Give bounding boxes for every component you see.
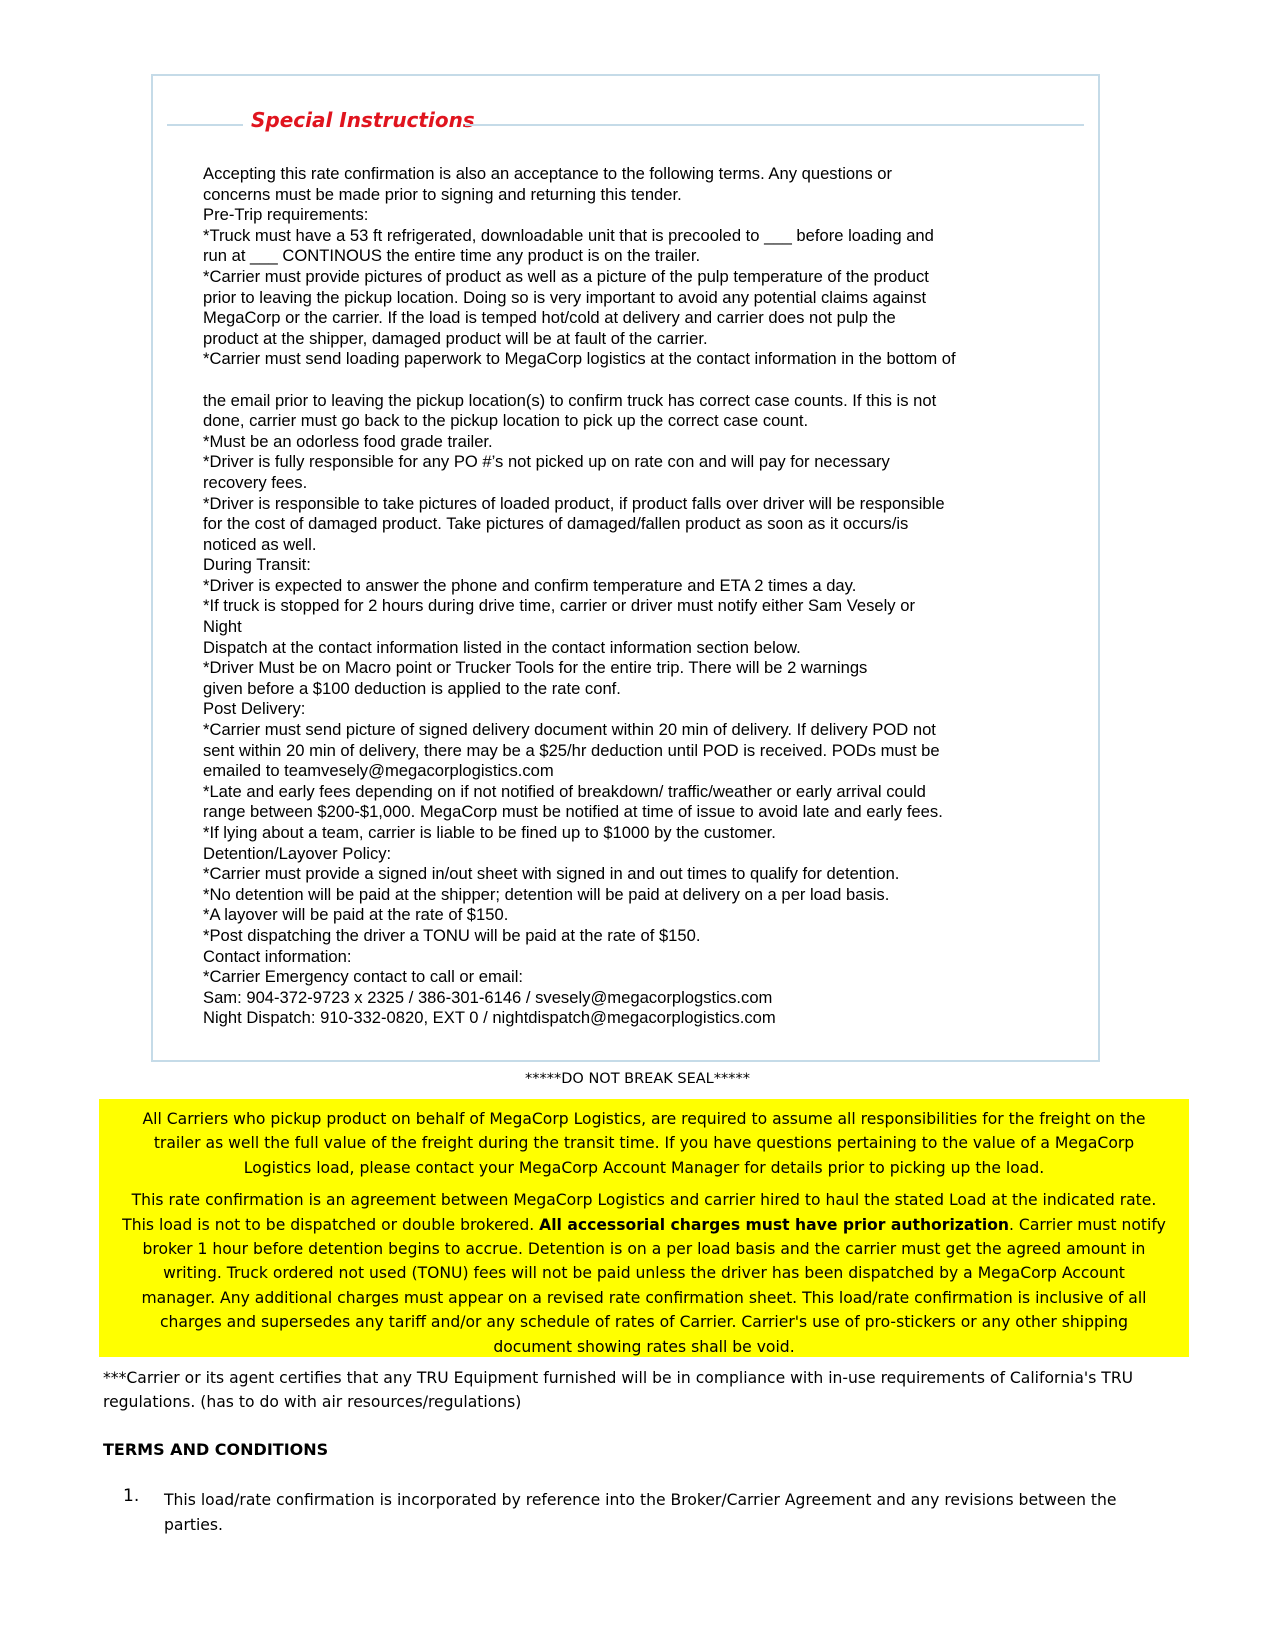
- instruction-line: *Driver is fully responsible for any PO #’s not picked up on rate con and will pay for necessary: [203, 452, 890, 472]
- instruction-line: *Carrier must provide pictures of product as well as a picture of the pulp temperature of the product: [203, 266, 929, 286]
- highlight-text: This load is not to be dispatched or double brokered.: [122, 1215, 540, 1234]
- panel-title: Special Instructions: [251, 108, 475, 132]
- instruction-line: emailed to teamvesely@megacorplogistics.com: [203, 761, 554, 781]
- highlight-line: charges and supersedes any tariff and/or any schedule of rates of Carrier. Carrier's use of pro-stickers or any other shipping: [159, 1313, 1129, 1332]
- instruction-line: *Late and early fees depending on if not notified of breakdown/ traffic/weather or early arrival could: [203, 781, 926, 801]
- special-instructions-panel: [151, 74, 1100, 1062]
- instruction-line: *Driver is responsible to take pictures of loaded product, if product falls over driver will be responsible: [203, 493, 945, 513]
- term-number: 1.: [123, 1486, 140, 1506]
- instruction-line: *If truck is stopped for 2 hours during drive time, carrier or driver must notify either Sam Vesely or: [203, 596, 915, 616]
- instruction-line: *Carrier Emergency contact to call or email:: [203, 967, 524, 987]
- instruction-line: the email prior to leaving the pickup location(s) to confirm truck has correct case counts. If this is not: [203, 390, 937, 410]
- instruction-line: sent within 20 min of delivery, there may be a $25/hr deduction until POD is received. PODs must be: [203, 740, 940, 760]
- header-rule-left: [167, 124, 243, 126]
- instruction-line: prior to leaving the pickup location. Doing so is very important to avoid any potential claims against: [203, 287, 927, 307]
- instruction-line: *No detention will be paid at the shipper; detention will be paid at delivery on a per load basis.: [203, 884, 890, 904]
- instruction-line: *Carrier must send loading paperwork to MegaCorp logistics at the contact information in the bottom of: [203, 349, 956, 369]
- highlight-paragraph-1: [99, 1107, 1189, 1180]
- instruction-line: [203, 370, 1083, 391]
- instruction-line: *If lying about a team, carrier is liable to be fined up to $1000 by the customer.: [203, 823, 776, 842]
- instruction-line: Night Dispatch: 910-332-0820, EXT 0 / nightdispatch@megacorplogistics.com: [203, 1008, 776, 1028]
- term-text: [164, 1488, 1174, 1538]
- highlight-box: [99, 1099, 1189, 1357]
- term-line: This load/rate confirmation is incorporated by reference into the Broker/Carrier Agreement and any revisions between the: [164, 1491, 1117, 1509]
- instruction-line: During Transit:: [203, 555, 311, 575]
- term-line: parties.: [164, 1516, 223, 1534]
- highlight-text: . Carrier must notify: [1009, 1215, 1166, 1234]
- highlight-line: writing. Truck ordered not used (TONU) fees will not be paid unless the driver has been dispatched by a MegaCorp Account: [163, 1264, 1125, 1283]
- instruction-line: *Carrier must send picture of signed delivery document within 20 min of delivery. If delivery POD not: [203, 720, 936, 740]
- instruction-line: *Post dispatching the driver a TONU will be paid at the rate of $150.: [203, 925, 701, 945]
- instruction-line: Accepting this rate confirmation is also an acceptance to the following terms. Any questions or: [203, 164, 893, 183]
- instruction-line: *Driver is expected to answer the phone and confirm temperature and ETA 2 times a day.: [203, 575, 857, 595]
- header-rule-right: [465, 124, 1084, 126]
- certification-line: ***Carrier or its agent certifies that any TRU Equipment furnished will be in compliance with in-use requirements of California's TRU: [103, 1369, 1134, 1387]
- highlight-line: All Carriers who pickup product on behalf of MegaCorp Logistics, are required to assume all responsibilities for the freight on the: [142, 1110, 1146, 1128]
- instruction-line: Pre-Trip requirements:: [203, 205, 369, 225]
- instruction-line: product at the shipper, damaged product will be at fault of the carrier.: [203, 328, 708, 348]
- instruction-line: *Must be an odorless food grade trailer.: [203, 431, 493, 451]
- instruction-line: Post Delivery:: [203, 699, 306, 719]
- highlight-line: broker 1 hour before detention begins to accrue. Detention is on a per load basis and the carrier must get the agreed amount in: [142, 1240, 1146, 1259]
- highlight-paragraph-2-rest: [99, 1237, 1189, 1359]
- seal-notice: *****DO NOT BREAK SEAL*****: [525, 1071, 750, 1087]
- instruction-line: recovery fees.: [203, 472, 308, 492]
- highlight-line: Logistics load, please contact your MegaCorp Account Manager for details prior to picking up the load.: [243, 1158, 1045, 1177]
- instruction-line: concerns must be made prior to signing and returning this tender.: [203, 184, 682, 204]
- accessorial-notice: All accessorial charges must have prior authorization: [539, 1215, 1010, 1234]
- terms-heading: TERMS AND CONDITIONS: [103, 1440, 329, 1459]
- instruction-line: *A layover will be paid at the rate of $150.: [203, 905, 509, 925]
- highlight-line: document showing rates shall be void.: [493, 1337, 795, 1356]
- highlight-line: manager. Any additional charges must appear on a revised rate confirmation sheet. This load/rate confirmation is inclusive of all: [141, 1288, 1147, 1307]
- tru-certification: [103, 1366, 1223, 1414]
- highlight-paragraph-2: [99, 1188, 1189, 1359]
- instruction-line: done, carrier must go back to the pickup location to pick up the correct case count.: [203, 411, 809, 431]
- instruction-line: Dispatch at the contact information listed in the contact information section below.: [203, 637, 801, 657]
- instruction-line: noticed as well.: [203, 534, 317, 554]
- highlight-line: [99, 1213, 1189, 1237]
- highlight-line: trailer as well the full value of the freight during the transit time. If you have questions pertaining to the value of a MegaCorp: [153, 1134, 1135, 1153]
- instruction-line: *Carrier must provide a signed in/out sheet with signed in and out times to qualify for detention.: [203, 864, 900, 884]
- instructions-text: [203, 164, 1083, 1029]
- highlight-line: This rate confirmation is an agreement between MegaCorp Logistics and carrier hired to haul the stated Load at the indicated rate.: [131, 1191, 1157, 1210]
- instruction-line: Night: [203, 617, 242, 637]
- instruction-line: Contact information:: [203, 946, 352, 966]
- instruction-line: MegaCorp or the carrier. If the load is temped hot/cold at delivery and carrier does not pulp the: [203, 308, 896, 328]
- instruction-line: for the cost of damaged product. Take pictures of damaged/fallen product as soon as it occurs/is: [203, 514, 909, 534]
- instruction-line: range between $200-$1,000. MegaCorp must be notified at time of issue to avoid late and early fees.: [203, 802, 943, 822]
- instruction-line: given before a $100 deduction is applied to the rate conf.: [203, 678, 621, 698]
- instruction-line: Sam: 904-372-9723 x 2325 / 386-301-6146 / svesely@megacorplogstics.com: [203, 987, 773, 1007]
- instruction-line: run at ___ CONTINOUS the entire time any product is on the trailer.: [203, 246, 701, 266]
- instruction-line: *Truck must have a 53 ft refrigerated, downloadable unit that is precooled to ___ before loading and: [203, 225, 934, 245]
- instruction-line: Detention/Layover Policy:: [203, 843, 392, 863]
- certification-line: regulations. (has to do with air resources/regulations): [103, 1393, 522, 1411]
- panel-header: [167, 94, 1084, 132]
- instruction-line: *Driver Must be on Macro point or Trucker Tools for the entire trip. There will be 2 warnings: [203, 658, 868, 678]
